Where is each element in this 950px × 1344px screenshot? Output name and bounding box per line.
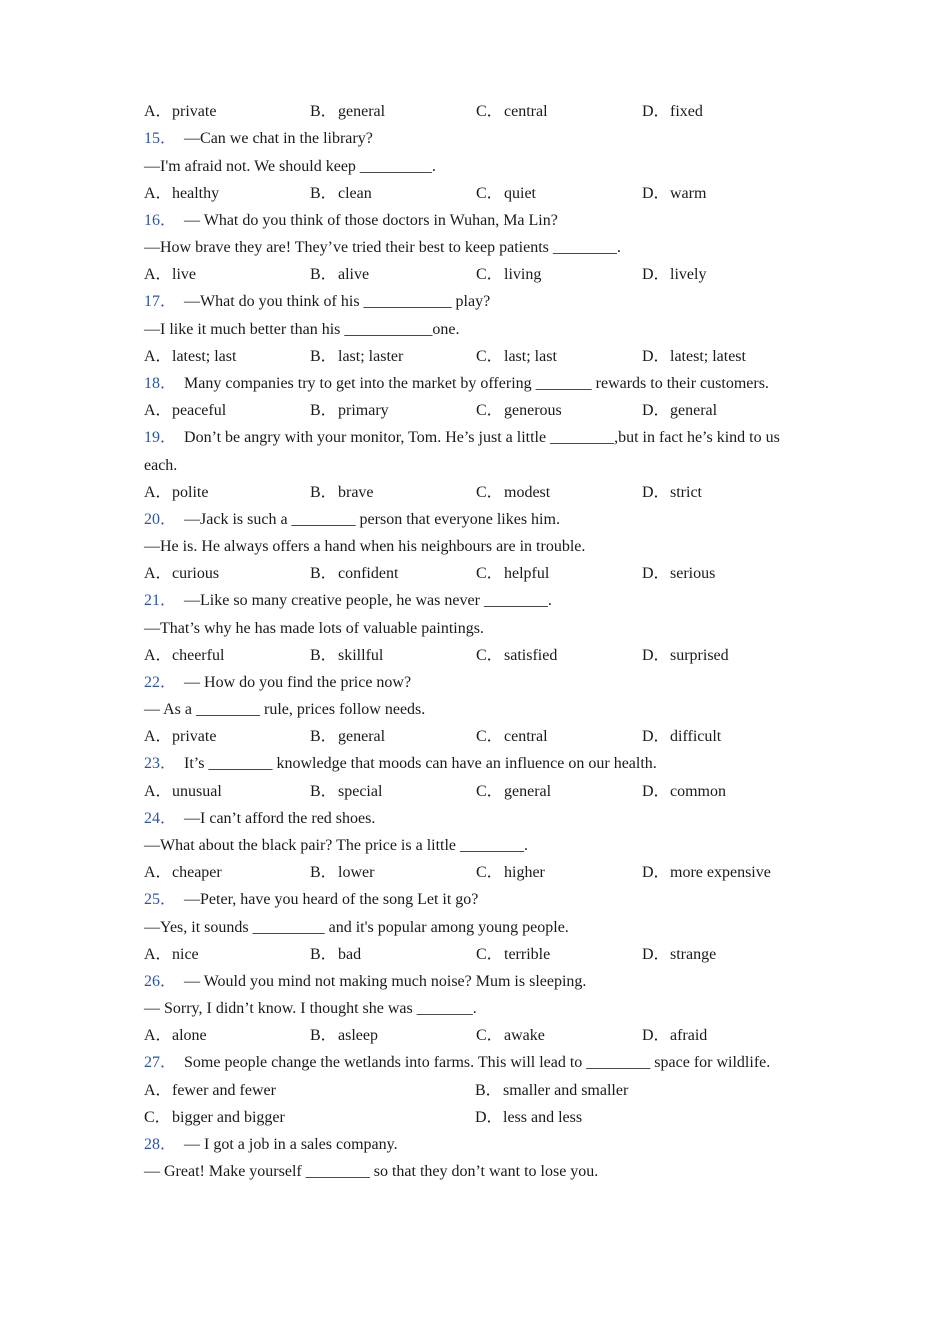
answer-option bbox=[476, 481, 642, 508]
answer-option bbox=[642, 263, 808, 290]
question-number: 25． bbox=[144, 891, 177, 908]
option-text: awake bbox=[504, 1027, 545, 1044]
answer-option bbox=[310, 780, 476, 807]
option-letter: C． bbox=[476, 184, 503, 202]
answer-option bbox=[310, 861, 476, 888]
option-letter: A． bbox=[144, 1027, 172, 1044]
line-text: —What about the black pair? The price is a little ________. bbox=[144, 837, 529, 854]
option-text: curious bbox=[172, 565, 220, 582]
question-stem bbox=[144, 589, 824, 617]
option-row bbox=[144, 1079, 824, 1106]
answer-option bbox=[642, 644, 808, 671]
option-letter: A． bbox=[144, 266, 172, 283]
option-text: clean bbox=[338, 184, 372, 202]
line-text: —What do you think of his ___________ play? bbox=[184, 293, 491, 310]
line-text: —How brave they are! They’ve tried their best to keep patients ________. bbox=[144, 239, 621, 256]
option-letter: D． bbox=[642, 1027, 670, 1044]
option-letter: A． bbox=[144, 782, 172, 800]
question-stem bbox=[144, 970, 824, 998]
answer-option bbox=[642, 1024, 808, 1051]
answer-option bbox=[476, 399, 642, 426]
option-text: fewer and fewer bbox=[172, 1081, 276, 1099]
option-letter: B． bbox=[475, 1081, 502, 1099]
option-text: brave bbox=[338, 483, 374, 501]
option-letter: C． bbox=[476, 945, 503, 963]
line-text: Don’t be angry with your monitor, Tom. He’s just a little ________,but in fact he’s kind to us bbox=[184, 429, 780, 446]
option-letter: A． bbox=[144, 565, 172, 582]
answer-option bbox=[642, 780, 808, 807]
option-letter: C． bbox=[476, 565, 503, 582]
line-text: — What do you think of those doctors in Wuhan, Ma Lin? bbox=[184, 211, 558, 229]
answer-option bbox=[144, 562, 310, 589]
option-row bbox=[144, 481, 824, 508]
option-text: quiet bbox=[504, 184, 536, 202]
option-letter: B． bbox=[310, 782, 337, 800]
option-text: primary bbox=[338, 402, 389, 419]
question-stem bbox=[144, 1051, 824, 1079]
option-text: central bbox=[504, 728, 548, 745]
answer-option bbox=[144, 100, 310, 127]
option-text: higher bbox=[504, 864, 545, 881]
line-text: — Would you mind not making much noise? Mum is sleeping. bbox=[184, 972, 587, 990]
option-text: latest; last bbox=[172, 347, 237, 365]
option-letter: C． bbox=[476, 402, 503, 419]
option-letter: D． bbox=[642, 864, 670, 881]
option-letter: D． bbox=[642, 402, 670, 419]
option-text: last; laster bbox=[338, 347, 404, 365]
option-row bbox=[144, 399, 824, 426]
question-number: 21． bbox=[144, 592, 177, 609]
option-text: latest; latest bbox=[670, 347, 746, 365]
option-letter: B． bbox=[310, 864, 337, 881]
option-letter: D． bbox=[642, 347, 670, 365]
option-text: less and less bbox=[503, 1108, 583, 1126]
answer-option bbox=[476, 100, 642, 127]
line-text: — Great! Make yourself ________ so that they don’t want to lose you. bbox=[144, 1163, 599, 1180]
option-text: terrible bbox=[504, 945, 551, 963]
answer-option bbox=[144, 725, 310, 752]
answer-option bbox=[310, 562, 476, 589]
answer-option bbox=[310, 644, 476, 671]
question-number: 28． bbox=[144, 1135, 177, 1153]
answer-option bbox=[310, 1024, 476, 1051]
answer-option bbox=[144, 861, 310, 888]
answer-option bbox=[475, 1079, 806, 1106]
answer-option bbox=[642, 100, 808, 127]
answer-option bbox=[144, 182, 310, 209]
option-text: satisfied bbox=[504, 646, 558, 664]
option-text: general bbox=[338, 103, 386, 120]
option-text: living bbox=[504, 266, 542, 283]
option-letter: D． bbox=[642, 483, 670, 501]
question-number: 19． bbox=[144, 429, 177, 446]
option-letter: B． bbox=[310, 945, 337, 963]
option-text: asleep bbox=[338, 1027, 378, 1044]
option-letter: A． bbox=[144, 483, 172, 501]
dialogue-line bbox=[144, 535, 824, 562]
dialogue-line bbox=[144, 454, 824, 481]
option-text: skillful bbox=[338, 646, 384, 664]
line-text: each. bbox=[144, 456, 178, 474]
question-number: 27． bbox=[144, 1054, 177, 1071]
question-stem bbox=[144, 888, 824, 916]
option-letter: C． bbox=[476, 483, 503, 501]
question-number: 26． bbox=[144, 972, 177, 990]
option-letter: C． bbox=[144, 1108, 171, 1126]
option-letter: D． bbox=[475, 1108, 503, 1126]
line-text: —Can we chat in the library? bbox=[184, 130, 373, 147]
line-text: —I can’t afford the red shoes. bbox=[184, 809, 376, 827]
option-text: smaller and smaller bbox=[503, 1081, 629, 1099]
option-text: nice bbox=[172, 945, 199, 963]
option-row bbox=[144, 1024, 824, 1051]
option-text: unusual bbox=[172, 782, 222, 800]
answer-option bbox=[144, 1079, 475, 1106]
option-text: alive bbox=[338, 266, 370, 283]
line-text: — Sorry, I didn’t know. I thought she was _______. bbox=[144, 1000, 477, 1017]
question-stem bbox=[144, 426, 824, 454]
option-letter: C． bbox=[476, 864, 503, 881]
option-text: general bbox=[338, 728, 386, 745]
option-letter: A． bbox=[144, 864, 172, 881]
option-row bbox=[144, 345, 824, 372]
answer-option bbox=[144, 943, 310, 970]
line-text: Some people change the wetlands into farms. This will lead to ________ space for wildlife. bbox=[184, 1054, 771, 1071]
answer-option bbox=[476, 861, 642, 888]
option-letter: A． bbox=[144, 184, 172, 202]
option-letter: D． bbox=[642, 103, 670, 120]
option-letter: A． bbox=[144, 945, 172, 963]
dialogue-line bbox=[144, 1160, 824, 1187]
option-text: strict bbox=[670, 483, 702, 501]
option-text: modest bbox=[504, 483, 551, 501]
answer-option bbox=[144, 1024, 310, 1051]
option-text: bigger and bigger bbox=[172, 1108, 285, 1126]
option-text: general bbox=[504, 782, 552, 800]
question-number: 22． bbox=[144, 673, 177, 691]
question-stem bbox=[144, 752, 824, 780]
question-number: 20． bbox=[144, 510, 177, 528]
question-stem bbox=[144, 209, 824, 237]
option-letter: B． bbox=[310, 103, 337, 120]
answer-option bbox=[476, 644, 642, 671]
option-letter: C． bbox=[476, 103, 503, 120]
question-stem bbox=[144, 290, 824, 318]
option-letter: B． bbox=[310, 347, 337, 365]
option-row bbox=[144, 861, 824, 888]
worksheet-page bbox=[144, 100, 824, 1187]
option-text: more expensive bbox=[670, 864, 771, 881]
option-text: lower bbox=[338, 864, 375, 881]
question-stem bbox=[144, 671, 824, 699]
option-text: strange bbox=[670, 945, 717, 963]
option-letter: D． bbox=[642, 646, 670, 664]
option-row bbox=[144, 263, 824, 290]
line-text: —I like it much better than his ___________one. bbox=[144, 320, 460, 338]
option-text: central bbox=[504, 103, 548, 120]
line-text: —Yes, it sounds _________ and it's popular among young people. bbox=[144, 918, 569, 936]
option-letter: A． bbox=[144, 402, 172, 419]
dialogue-line bbox=[144, 698, 824, 725]
option-letter: C． bbox=[476, 266, 503, 283]
option-text: difficult bbox=[670, 728, 722, 745]
answer-option bbox=[310, 182, 476, 209]
option-letter: B． bbox=[310, 1027, 337, 1044]
option-letter: C． bbox=[476, 782, 503, 800]
answer-option bbox=[144, 399, 310, 426]
option-row bbox=[144, 644, 824, 671]
answer-option bbox=[642, 861, 808, 888]
answer-option bbox=[642, 725, 808, 752]
option-letter: D． bbox=[642, 728, 670, 745]
answer-option bbox=[310, 399, 476, 426]
dialogue-line bbox=[144, 155, 824, 182]
question-number: 16． bbox=[144, 211, 177, 229]
question-stem bbox=[144, 1133, 824, 1161]
dialogue-line bbox=[144, 834, 824, 861]
line-text: — How do you find the price now? bbox=[184, 673, 412, 691]
option-letter: C． bbox=[476, 728, 503, 745]
answer-option bbox=[144, 263, 310, 290]
option-text: live bbox=[172, 266, 196, 283]
answer-option bbox=[642, 345, 808, 372]
answer-option bbox=[476, 345, 642, 372]
line-text: —Jack is such a ________ person that everyone likes him. bbox=[184, 510, 560, 528]
option-letter: A． bbox=[144, 646, 172, 664]
option-text: general bbox=[670, 402, 718, 419]
option-text: fixed bbox=[670, 103, 703, 120]
option-text: healthy bbox=[172, 184, 220, 202]
answer-option bbox=[144, 481, 310, 508]
option-text: serious bbox=[670, 565, 716, 582]
option-row bbox=[144, 780, 824, 807]
dialogue-line bbox=[144, 617, 824, 644]
option-letter: C． bbox=[476, 646, 503, 664]
answer-option bbox=[475, 1106, 806, 1133]
dialogue-line bbox=[144, 997, 824, 1024]
option-letter: B． bbox=[310, 266, 337, 283]
option-text: alone bbox=[172, 1027, 207, 1044]
option-letter: A． bbox=[144, 103, 172, 120]
option-letter: A． bbox=[144, 1081, 172, 1099]
answer-option bbox=[310, 345, 476, 372]
option-letter: C． bbox=[476, 1027, 503, 1044]
option-letter: B． bbox=[310, 728, 337, 745]
question-number: 24． bbox=[144, 809, 177, 827]
option-text: surprised bbox=[670, 646, 729, 664]
line-text: —I'm afraid not. We should keep _________. bbox=[144, 157, 436, 175]
answer-option bbox=[476, 943, 642, 970]
answer-option bbox=[144, 345, 310, 372]
option-text: polite bbox=[172, 483, 209, 501]
line-text: — I got a job in a sales company. bbox=[184, 1135, 398, 1153]
line-text: It’s ________ knowledge that moods can have an influence on our health. bbox=[184, 755, 657, 772]
answer-option bbox=[476, 1024, 642, 1051]
question-number: 23． bbox=[144, 755, 177, 772]
option-text: cheaper bbox=[172, 864, 222, 881]
option-letter: A． bbox=[144, 347, 172, 365]
option-row bbox=[144, 943, 824, 970]
option-text: afraid bbox=[670, 1027, 708, 1044]
option-text: warm bbox=[670, 184, 707, 202]
option-letter: B． bbox=[310, 646, 337, 664]
answer-option bbox=[476, 780, 642, 807]
option-row bbox=[144, 182, 824, 209]
option-text: bad bbox=[338, 945, 362, 963]
answer-option bbox=[310, 943, 476, 970]
line-text: Many companies try to get into the market by offering _______ rewards to their customers. bbox=[184, 374, 769, 392]
line-text: —Peter, have you heard of the song Let it go? bbox=[184, 891, 479, 908]
option-text: private bbox=[172, 728, 217, 745]
answer-option bbox=[144, 644, 310, 671]
option-text: last; last bbox=[504, 347, 557, 365]
question-stem bbox=[144, 372, 824, 400]
option-letter: D． bbox=[642, 945, 670, 963]
dialogue-line bbox=[144, 318, 824, 345]
option-text: confident bbox=[338, 565, 399, 582]
option-row bbox=[144, 100, 824, 127]
answer-option bbox=[642, 399, 808, 426]
option-letter: B． bbox=[310, 483, 337, 501]
question-stem bbox=[144, 807, 824, 835]
option-letter: B． bbox=[310, 402, 337, 419]
answer-option bbox=[144, 780, 310, 807]
option-row bbox=[144, 562, 824, 589]
dialogue-line bbox=[144, 916, 824, 943]
answer-option bbox=[476, 182, 642, 209]
option-letter: D． bbox=[642, 565, 670, 582]
answer-option bbox=[642, 943, 808, 970]
answer-option bbox=[642, 481, 808, 508]
answer-option bbox=[642, 182, 808, 209]
option-text: special bbox=[338, 782, 383, 800]
question-number: 17． bbox=[144, 293, 177, 310]
option-text: generous bbox=[504, 402, 562, 419]
question-number: 15． bbox=[144, 130, 177, 147]
line-text: —That’s why he has made lots of valuable paintings. bbox=[144, 619, 484, 637]
answer-option bbox=[476, 263, 642, 290]
option-text: cheerful bbox=[172, 646, 225, 664]
option-text: common bbox=[670, 782, 726, 800]
dialogue-line bbox=[144, 236, 824, 263]
question-number: 18． bbox=[144, 374, 177, 392]
option-letter: B． bbox=[310, 184, 337, 202]
option-letter: D． bbox=[642, 184, 670, 202]
line-text: —He is. He always offers a hand when his neighbours are in trouble. bbox=[144, 538, 586, 555]
question-stem bbox=[144, 127, 824, 155]
option-letter: C． bbox=[476, 347, 503, 365]
option-letter: A． bbox=[144, 728, 172, 745]
answer-option bbox=[310, 100, 476, 127]
option-letter: D． bbox=[642, 782, 670, 800]
option-letter: D． bbox=[642, 266, 670, 283]
line-text: — As a ________ rule, prices follow needs. bbox=[144, 701, 426, 718]
option-letter: B． bbox=[310, 565, 337, 582]
answer-option bbox=[310, 725, 476, 752]
option-row bbox=[144, 725, 824, 752]
option-text: lively bbox=[670, 266, 707, 283]
answer-option bbox=[642, 562, 808, 589]
option-row bbox=[144, 1106, 824, 1133]
answer-option bbox=[476, 725, 642, 752]
answer-option bbox=[310, 481, 476, 508]
option-text: peaceful bbox=[172, 402, 227, 419]
option-text: private bbox=[172, 103, 217, 120]
question-stem bbox=[144, 508, 824, 536]
line-text: —Like so many creative people, he was never ________. bbox=[184, 592, 552, 609]
answer-option bbox=[476, 562, 642, 589]
answer-option bbox=[310, 263, 476, 290]
answer-option bbox=[144, 1106, 475, 1133]
option-text: helpful bbox=[504, 565, 550, 582]
